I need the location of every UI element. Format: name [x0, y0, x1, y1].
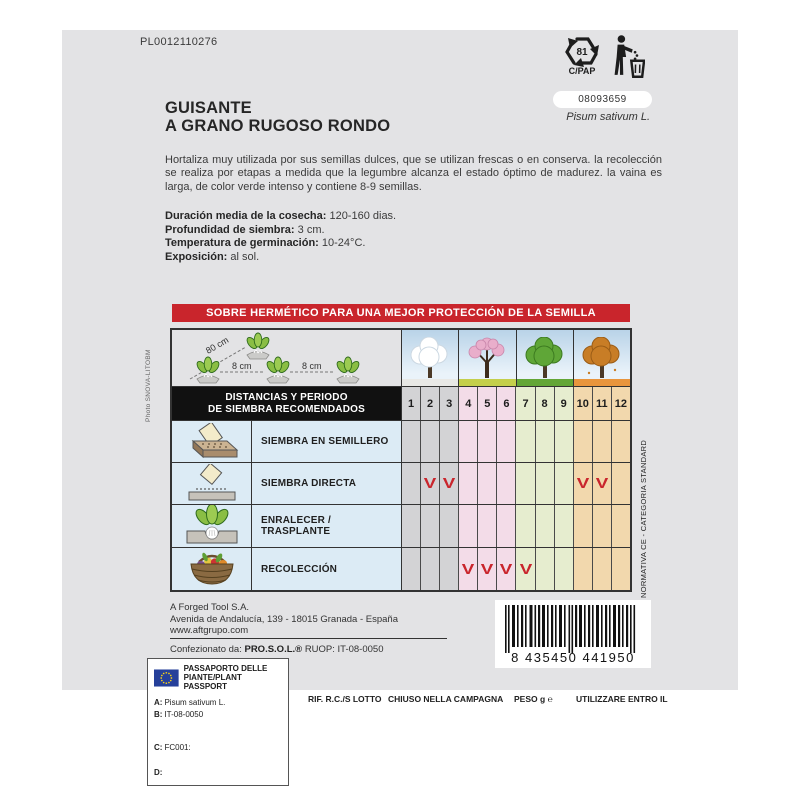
calendar-cell-month-10 [574, 463, 593, 504]
spec-line: Exposición: al sol. [165, 250, 260, 263]
packed-by-line: Confezionato da: PRO.S.O.L.® RUOP: IT-08-0050 [170, 644, 384, 655]
calendar-cell-month-10 [574, 421, 593, 462]
row-cells-semillero [402, 421, 630, 462]
sowing-calendar-table [170, 328, 632, 592]
calendar-cell-month-1 [402, 463, 421, 504]
calendar-cell-month-4 [459, 548, 478, 590]
mobius-loop-icon [560, 34, 604, 76]
row-label: ENRALECER / TRASPLANTE [252, 505, 402, 547]
spring-ground [459, 379, 515, 386]
calendar-cell-month-12 [612, 548, 630, 590]
calendar-cell-month-5 [478, 548, 497, 590]
passport-title: PASSAPORTO DELLE PIANTE/PLANT PASSPORT [183, 664, 268, 691]
calendar-header-line2: DE SIEMBRA RECOMENDADOS [207, 403, 366, 415]
calendar-cell-month-12 [612, 421, 630, 462]
calendar-cell-month-10 [574, 548, 593, 590]
row-cells-directa [402, 463, 630, 504]
calendar-cell-month-9 [555, 548, 574, 590]
month-header-11: 11 [593, 387, 612, 420]
winter-ground [402, 379, 458, 386]
svg-text:80 cm: 80 cm [204, 334, 231, 356]
calendar-cell-month-11 [593, 463, 612, 504]
calendar-cell-month-3 [440, 505, 459, 547]
svg-text:8 cm: 8 cm [232, 361, 252, 371]
calendar-cell-month-4 [459, 505, 478, 547]
spacing-diagram [172, 330, 402, 386]
row-cells-recoleccion [402, 548, 630, 590]
product-code: PL0012110276 [140, 36, 218, 48]
calendar-cell-month-4 [459, 463, 478, 504]
packed-season-label: CHIUSO NELLA CAMPAGNA [388, 694, 504, 704]
calendar-cell-month-2 [421, 463, 440, 504]
calendar-header-line1: DISTANCIAS Y PERIODO [225, 392, 348, 403]
passport-field-d: D: [154, 768, 163, 777]
autumn-tree-panel [574, 330, 630, 386]
svg-text:81: 81 [576, 47, 588, 58]
summer-tree-panel [517, 330, 574, 386]
ce-standard-note: NORMATIVA CE - CATEGORIA STANDARD [639, 439, 648, 599]
calendar-cell-month-8 [536, 505, 555, 547]
transplant-icon [172, 505, 252, 547]
calendar-cell-month-5 [478, 505, 497, 547]
calendar-cell-month-7 [516, 463, 535, 504]
company-website: www.aftgrupo.com [170, 625, 249, 636]
check-mark: V [519, 560, 532, 578]
latin-name: Pisum sativum L. [566, 111, 650, 123]
month-header-12: 12 [612, 387, 630, 420]
calendar-cell-month-7 [516, 548, 535, 590]
spec-line: Temperatura de germinación: 10-24°C. [165, 237, 366, 250]
check-mark: V [576, 475, 590, 492]
calendar-cell-month-7 [516, 421, 535, 462]
tidy-man-icon [611, 34, 645, 78]
calendar-cell-month-6 [497, 463, 516, 504]
use-by-label: UTILIZZARE ENTRO IL [576, 694, 668, 704]
calendar-header [172, 387, 402, 420]
autumn-ground [574, 379, 630, 386]
product-title-line1: GUISANTE [165, 99, 252, 117]
month-header-9: 9 [555, 387, 574, 420]
month-header-1: 1 [402, 387, 421, 420]
row-cells-trasplante [402, 505, 630, 547]
spring-tree-panel [459, 330, 516, 386]
month-header-8: 8 [536, 387, 555, 420]
plant-passport-box [147, 658, 289, 786]
recycling-symbols [560, 34, 645, 78]
calendar-cell-month-2 [421, 421, 440, 462]
calendar-cell-month-9 [555, 421, 574, 462]
barcode-digits: 8 435450 441950 [511, 650, 635, 665]
check-mark: V [500, 560, 513, 578]
check-mark: V [423, 475, 437, 492]
calendar-cell-month-5 [478, 421, 497, 462]
winter-tree-panel [402, 330, 459, 386]
calendar-cell-month-9 [555, 463, 574, 504]
calendar-cell-month-11 [593, 505, 612, 547]
calendar-cell-month-3 [440, 548, 459, 590]
passport-field-a: A: Pisum sativum L. [154, 698, 226, 707]
passport-field-b: B: IT-08-0050 [154, 710, 204, 719]
eu-flag-icon [154, 669, 179, 687]
weight-label: PESO g ℮ [514, 694, 553, 704]
lot-ref-label: RIF. R.C./S LOTTO [308, 694, 382, 704]
spec-line: Profundidad de siembra: 3 cm. [165, 223, 325, 236]
calendar-cell-month-7 [516, 505, 535, 547]
protection-banner: SOBRE HERMÉTICO PARA UNA MEJOR PROTECCIÓN DE LA SEMILLA [172, 304, 630, 322]
calendar-cell-month-6 [497, 505, 516, 547]
product-title [165, 100, 390, 135]
calendar-cell-month-8 [536, 421, 555, 462]
calendar-cell-month-2 [421, 548, 440, 590]
calendar-cell-month-11 [593, 421, 612, 462]
calendar-cell-month-12 [612, 463, 630, 504]
calendar-cell-month-10 [574, 505, 593, 547]
barcode [495, 600, 651, 668]
calendar-cell-month-1 [402, 421, 421, 462]
passport-field-c: C: FC001: [154, 743, 191, 752]
calendar-cell-month-3 [440, 421, 459, 462]
calendar-cell-month-11 [593, 548, 612, 590]
direct-sowing-icon [172, 463, 252, 504]
company-address: Avenida de Andalucía, 139 - 18015 Granada - España [170, 613, 398, 625]
month-header-row [402, 387, 630, 420]
calendar-row-directa [172, 463, 630, 505]
calendar-cell-month-4 [459, 421, 478, 462]
row-label: RECOLECCIÓN [252, 548, 402, 590]
calendar-cell-month-1 [402, 548, 421, 590]
calendar-row-recoleccion [172, 548, 630, 590]
check-mark: V [442, 475, 456, 492]
row-label: SIEMBRA EN SEMILLERO [252, 421, 402, 462]
calendar-row-semillero [172, 421, 630, 463]
row-label: SIEMBRA DIRECTA [252, 463, 402, 504]
month-header-5: 5 [478, 387, 497, 420]
calendar-cell-month-9 [555, 505, 574, 547]
company-name: A Forged Tool S.A. [170, 602, 250, 613]
month-header-7: 7 [516, 387, 535, 420]
season-strip [402, 330, 630, 386]
calendar-cell-month-8 [536, 548, 555, 590]
material-code-label: C/PAP [568, 66, 596, 76]
month-header-4: 4 [459, 387, 478, 420]
lot-number-badge: 08093659 [553, 91, 652, 108]
harvest-basket-icon [172, 548, 252, 590]
check-mark: V [481, 560, 494, 578]
calendar-cell-month-12 [612, 505, 630, 547]
summer-ground [517, 379, 573, 386]
calendar-cell-month-2 [421, 505, 440, 547]
photo-credit: Photo SNOVA-LITOBM [145, 349, 152, 422]
description-text: Hortaliza muy utilizada por sus semillas dulces, que se utilizan frescas o en conserva. la recolección se realiza por etapas a medida que la legumbre alcanza el estado óptimo de madurez. la vaina es larga, de color verde intenso y contiene 8-9 semillas. [165, 154, 662, 193]
month-header-2: 2 [421, 387, 440, 420]
check-mark: V [595, 475, 609, 492]
calendar-cell-month-8 [536, 463, 555, 504]
label-sheet [62, 30, 738, 690]
seed-tray-icon [172, 421, 252, 462]
product-title-line2: A GRANO RUGOSO RONDO [165, 116, 391, 135]
check-mark: V [462, 560, 475, 578]
month-header-3: 3 [440, 387, 459, 420]
divider-line [170, 638, 447, 639]
calendar-cell-month-6 [497, 548, 516, 590]
month-header-6: 6 [497, 387, 516, 420]
month-header-10: 10 [574, 387, 593, 420]
spec-line: Duración media de la cosecha: 120-160 dias. [165, 210, 397, 222]
calendar-cell-month-5 [478, 463, 497, 504]
company-info [170, 602, 398, 637]
calendar-cell-month-6 [497, 421, 516, 462]
spec-list [165, 210, 396, 264]
calendar-row-trasplante [172, 505, 630, 548]
calendar-cell-month-1 [402, 505, 421, 547]
svg-text:8 cm: 8 cm [302, 361, 322, 371]
calendar-cell-month-3 [440, 463, 459, 504]
